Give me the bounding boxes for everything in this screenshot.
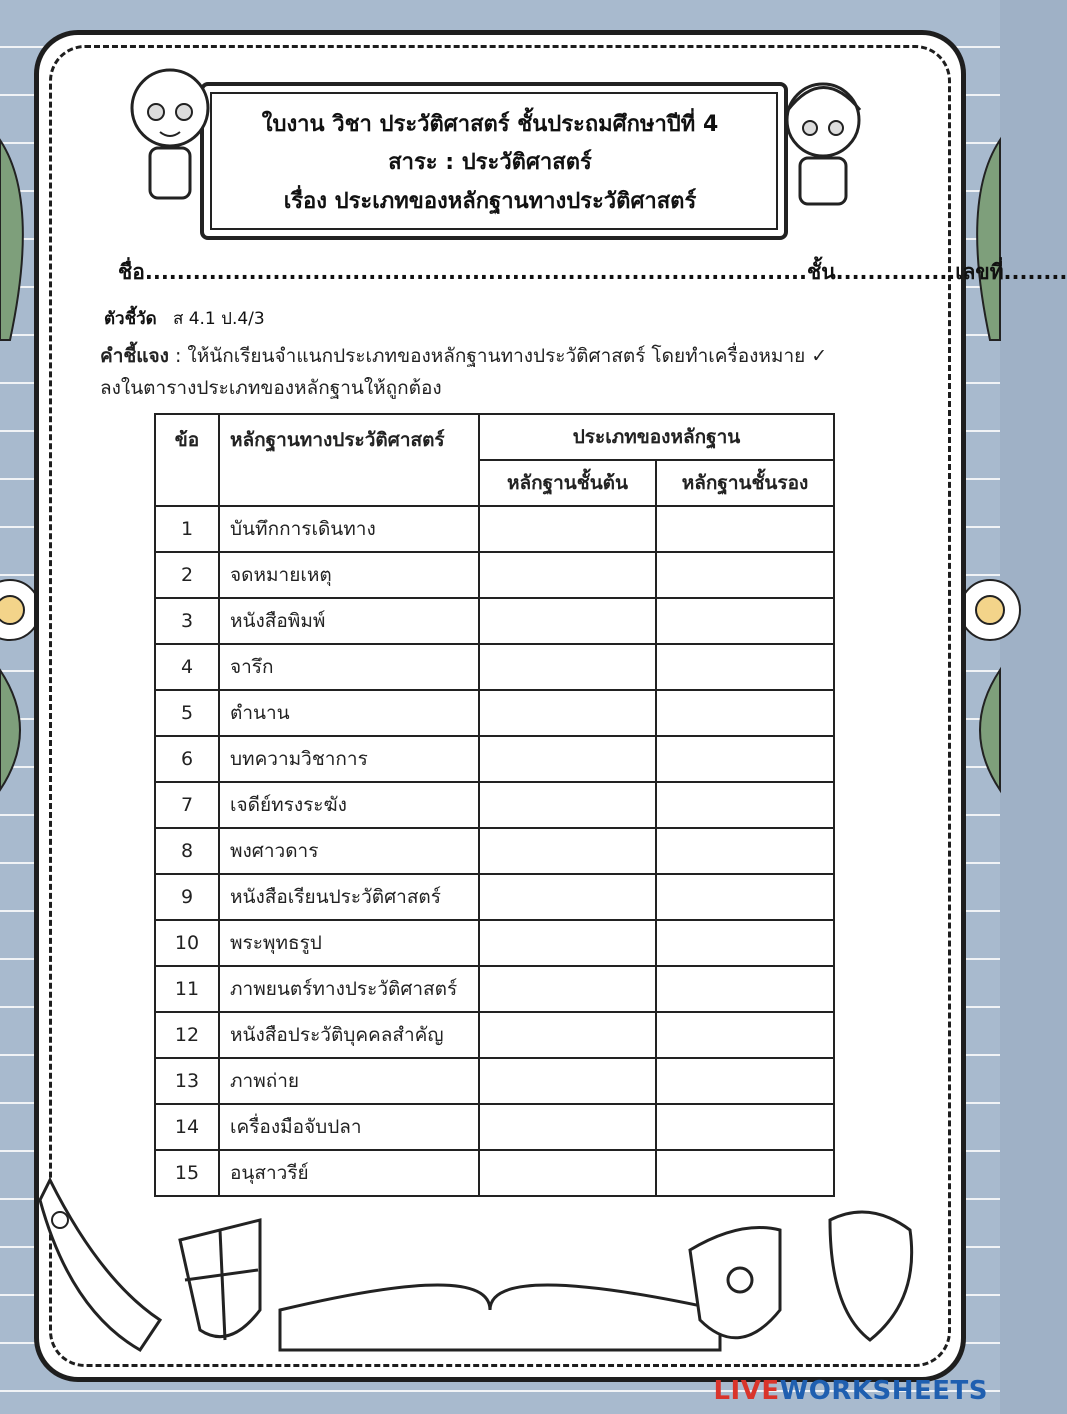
header-evidence-type: ประเภทของหลักฐาน — [479, 414, 834, 460]
table-row — [155, 782, 834, 828]
worksheet-title: ใบงาน วิชา ประวัติศาสตร์ ชั้นประถมศึกษาปีที่ 4 — [261, 112, 719, 137]
row-evidence: หนังสือประวัติบุคคลสำคัญ — [219, 1012, 479, 1058]
instructions-text: : ให้นักเรียนจำแนกประเภทของหลักฐานทางประวัติศาสตร์ โดยทำเครื่องหมาย ✓ ลงในตารางประเภทของหลักฐานให้ถูกต้อง — [100, 345, 828, 399]
row-evidence: อนุสาวรีย์ — [219, 1150, 479, 1196]
logo-prefix: LIVE — [713, 1376, 780, 1406]
secondary-checkbox-cell[interactable] — [656, 920, 834, 966]
row-number: 10 — [155, 920, 219, 966]
secondary-checkbox-cell[interactable] — [656, 736, 834, 782]
row-number: 3 — [155, 598, 219, 644]
row-number: 9 — [155, 874, 219, 920]
header-evidence: หลักฐานทางประวัติศาสตร์ — [219, 414, 479, 506]
table-row — [155, 1012, 834, 1058]
primary-checkbox-cell[interactable] — [479, 874, 656, 920]
table-body — [155, 506, 834, 1196]
secondary-checkbox-cell[interactable] — [656, 1058, 834, 1104]
girl-character-illustration — [768, 70, 878, 210]
row-number: 2 — [155, 552, 219, 598]
row-evidence: เจดีย์ทรงระฆัง — [219, 782, 479, 828]
table-row — [155, 920, 834, 966]
row-number: 7 — [155, 782, 219, 828]
table-row — [155, 828, 834, 874]
primary-checkbox-cell[interactable] — [479, 1058, 656, 1104]
class-field[interactable]: ............... — [835, 260, 956, 284]
indicator — [104, 305, 265, 332]
name-field[interactable]: ................................................................................... — [144, 260, 808, 284]
row-evidence: เครื่องมือจับปลา — [219, 1104, 479, 1150]
indicator-label: ตัวชี้วัด — [104, 309, 157, 329]
row-number: 8 — [155, 828, 219, 874]
table-row — [155, 644, 834, 690]
table-row — [155, 690, 834, 736]
logo-name: WORKSHEETS — [779, 1376, 988, 1406]
row-number: 5 — [155, 690, 219, 736]
row-evidence: บทความวิชาการ — [219, 736, 479, 782]
row-number: 11 — [155, 966, 219, 1012]
row-evidence: จดหมายเหตุ — [219, 552, 479, 598]
table-row — [155, 1058, 834, 1104]
primary-checkbox-cell[interactable] — [479, 506, 656, 552]
student-info-line — [118, 256, 1067, 289]
instructions-label: คำชี้แจง — [100, 345, 169, 367]
header-secondary-evidence: หลักฐานชั้นรอง — [656, 460, 834, 506]
row-evidence: ภาพยนตร์ทางประวัติศาสตร์ — [219, 966, 479, 1012]
row-number: 6 — [155, 736, 219, 782]
primary-checkbox-cell[interactable] — [479, 782, 656, 828]
row-number: 13 — [155, 1058, 219, 1104]
number-field[interactable]: ........ — [1003, 260, 1067, 284]
table-row — [155, 966, 834, 1012]
primary-checkbox-cell[interactable] — [479, 644, 656, 690]
table-row — [155, 736, 834, 782]
evidence-table — [154, 413, 835, 1197]
secondary-checkbox-cell[interactable] — [656, 966, 834, 1012]
primary-checkbox-cell[interactable] — [479, 1104, 656, 1150]
number-label: เลขที่ — [955, 260, 1004, 284]
row-evidence: ตำนาน — [219, 690, 479, 736]
table-row — [155, 1104, 834, 1150]
primary-checkbox-cell[interactable] — [479, 1012, 656, 1058]
artifacts-illustration — [40, 1160, 960, 1370]
secondary-checkbox-cell[interactable] — [656, 644, 834, 690]
subject-strand: สาระ : ประวัติศาสตร์ — [388, 150, 592, 175]
secondary-checkbox-cell[interactable] — [656, 598, 834, 644]
primary-checkbox-cell[interactable] — [479, 736, 656, 782]
primary-checkbox-cell[interactable] — [479, 920, 656, 966]
primary-checkbox-cell[interactable] — [479, 690, 656, 736]
row-evidence: พระพุทธรูป — [219, 920, 479, 966]
liveworksheets-logo — [713, 1376, 988, 1406]
leaf-decoration-right — [960, 140, 1000, 340]
class-label: ชั้น — [807, 260, 836, 284]
row-evidence: พงศาวดาร — [219, 828, 479, 874]
table-row — [155, 874, 834, 920]
secondary-checkbox-cell[interactable] — [656, 690, 834, 736]
row-number: 1 — [155, 506, 219, 552]
secondary-checkbox-cell[interactable] — [656, 506, 834, 552]
row-evidence: หนังสือเรียนประวัติศาสตร์ — [219, 874, 479, 920]
table-row — [155, 552, 834, 598]
secondary-checkbox-cell[interactable] — [656, 874, 834, 920]
primary-checkbox-cell[interactable] — [479, 828, 656, 874]
secondary-checkbox-cell[interactable] — [656, 1104, 834, 1150]
lesson-topic: เรื่อง ประเภทของหลักฐานทางประวัติศาสตร์ — [283, 189, 697, 214]
header-no: ข้อ — [155, 414, 219, 506]
row-number: 4 — [155, 644, 219, 690]
daisy-decoration-right — [960, 540, 1000, 800]
row-evidence: บันทึกการเดินทาง — [219, 506, 479, 552]
row-evidence: ภาพถ่าย — [219, 1058, 479, 1104]
row-number: 12 — [155, 1012, 219, 1058]
table-row — [155, 598, 834, 644]
row-number: 14 — [155, 1104, 219, 1150]
header-primary-evidence: หลักฐานชั้นต้น — [479, 460, 656, 506]
row-evidence: จารึก — [219, 644, 479, 690]
row-number: 15 — [155, 1150, 219, 1196]
row-evidence: หนังสือพิมพ์ — [219, 598, 479, 644]
secondary-checkbox-cell[interactable] — [656, 1012, 834, 1058]
secondary-checkbox-cell[interactable] — [656, 552, 834, 598]
table-row — [155, 506, 834, 552]
boy-character-illustration — [120, 60, 220, 210]
primary-checkbox-cell[interactable] — [479, 552, 656, 598]
secondary-checkbox-cell[interactable] — [656, 782, 834, 828]
name-label: ชื่อ — [118, 260, 145, 284]
instructions — [100, 340, 840, 404]
primary-checkbox-cell[interactable] — [479, 966, 656, 1012]
indicator-value: ส 4.1 ป.4/3 — [172, 309, 265, 329]
primary-checkbox-cell[interactable] — [479, 598, 656, 644]
secondary-checkbox-cell[interactable] — [656, 828, 834, 874]
